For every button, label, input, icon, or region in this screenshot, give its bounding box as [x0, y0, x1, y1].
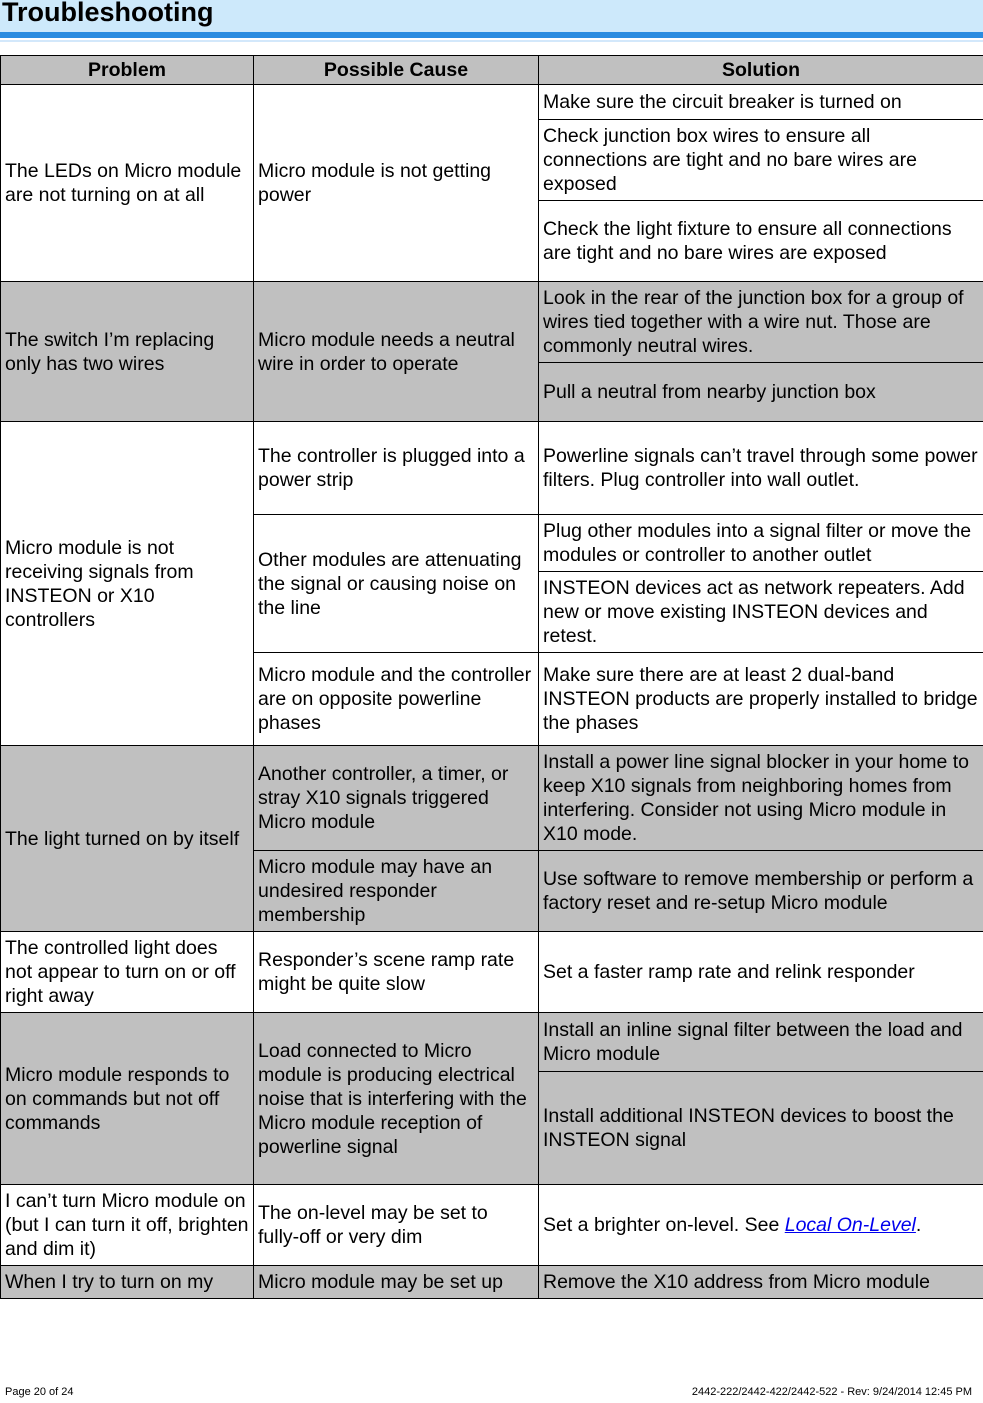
- cause-cell: Micro module and the controller are on opposite powerline phases: [254, 653, 539, 746]
- table-row: [1, 746, 983, 851]
- problem-cell: Micro module responds to on commands but not off commands: [1, 1013, 254, 1185]
- solution-cell: Use software to remove membership or perform a factory reset and re-setup Micro module: [539, 851, 983, 932]
- problem-cell: When I try to turn on my: [1, 1266, 254, 1299]
- table-row: [1, 1013, 983, 1072]
- solution-cell: Install additional INSTEON devices to boost the INSTEON signal: [539, 1072, 983, 1185]
- problem-cell: The switch I’m replacing only has two wires: [1, 282, 254, 422]
- problem-cell: The LEDs on Micro module are not turning on at all: [1, 85, 254, 282]
- solution-text-end: .: [915, 1214, 922, 1236]
- document-revision: 2442-222/2442-422/2442-522 - Rev: 9/24/2014 12:45 PM: [691, 1386, 972, 1398]
- solution-cell: Install an inline signal filter between the load and Micro module: [539, 1013, 983, 1072]
- solution-cell: Check the light fixture to ensure all connections are tight and no bare wires are exposed: [539, 201, 983, 282]
- problem-cell: I can’t turn Micro module on (but I can turn it off, brighten and dim it): [1, 1185, 254, 1266]
- table-row: [1, 1266, 983, 1299]
- problem-cell: The controlled light does not appear to turn on or off right away: [1, 932, 254, 1013]
- solution-cell: Powerline signals can’t travel through some power filters. Plug controller into wall outlet.: [539, 422, 983, 515]
- table-header-row: [1, 56, 983, 85]
- cause-cell: Micro module needs a neutral wire in order to operate: [254, 282, 539, 422]
- solution-cell: Remove the X10 address from Micro module: [539, 1266, 983, 1299]
- header-problem: Problem: [1, 56, 254, 85]
- cause-cell: Other modules are attenuating the signal or causing noise on the line: [254, 515, 539, 653]
- solution-cell: INSTEON devices act as network repeaters. Add new or move existing INSTEON devices and retest.: [539, 572, 983, 653]
- section-title-band: [0, 0, 983, 32]
- solution-cell: Make sure there are at least 2 dual-band INSTEON products are properly installed to bridge the phases: [539, 653, 983, 746]
- problem-cell: Micro module is not receiving signals from INSTEON or X10 controllers: [1, 422, 254, 746]
- table-row: [1, 85, 983, 120]
- header-possible-cause: Possible Cause: [254, 56, 539, 85]
- table-row: [1, 422, 983, 515]
- solution-cell: Look in the rear of the junction box for a group of wires tied together with a wire nut. Those are commonly neutral wires.: [539, 282, 983, 363]
- cause-cell: Micro module may be set up: [254, 1266, 539, 1299]
- solution-text: Set a brighter on-level. See: [543, 1214, 785, 1236]
- solution-cell: Make sure the circuit breaker is turned on: [539, 85, 983, 120]
- cause-cell: Another controller, a timer, or stray X10 signals triggered Micro module: [254, 746, 539, 851]
- cause-cell: Load connected to Micro module is producing electrical noise that is interfering with the Micro module reception of powerline signal: [254, 1013, 539, 1185]
- solution-cell: Check junction box wires to ensure all connections are tight and no bare wires are exposed: [539, 120, 983, 201]
- cause-cell: Responder’s scene ramp rate might be quite slow: [254, 932, 539, 1013]
- title-rule: [0, 32, 983, 38]
- page-number: Page 20 of 24: [5, 1386, 74, 1398]
- troubleshooting-table: [0, 55, 983, 1299]
- solution-cell: Pull a neutral from nearby junction box: [539, 363, 983, 422]
- problem-cell: The light turned on by itself: [1, 746, 254, 932]
- table-row: [1, 282, 983, 363]
- table-row: [1, 1185, 983, 1266]
- solution-cell: Set a faster ramp rate and relink responder: [539, 932, 983, 1013]
- solution-cell: Plug other modules into a signal filter or move the modules or controller to another outlet: [539, 515, 983, 572]
- cause-cell: The controller is plugged into a power strip: [254, 422, 539, 515]
- cause-cell: The on-level may be set to fully-off or very dim: [254, 1185, 539, 1266]
- header-solution: Solution: [539, 56, 983, 85]
- title-rule-thin: [0, 40, 983, 42]
- cause-cell: Micro module is not getting power: [254, 85, 539, 282]
- section-title: Troubleshooting: [2, 0, 214, 27]
- solution-cell: [539, 1185, 983, 1266]
- local-on-level-link[interactable]: Local On-Level: [784, 1214, 916, 1236]
- table-row: [1, 932, 983, 1013]
- solution-cell: Install a power line signal blocker in your home to keep X10 signals from neighboring homes from interfering. Consider not using Micro module in X10 mode.: [539, 746, 983, 851]
- cause-cell: Micro module may have an undesired responder membership: [254, 851, 539, 932]
